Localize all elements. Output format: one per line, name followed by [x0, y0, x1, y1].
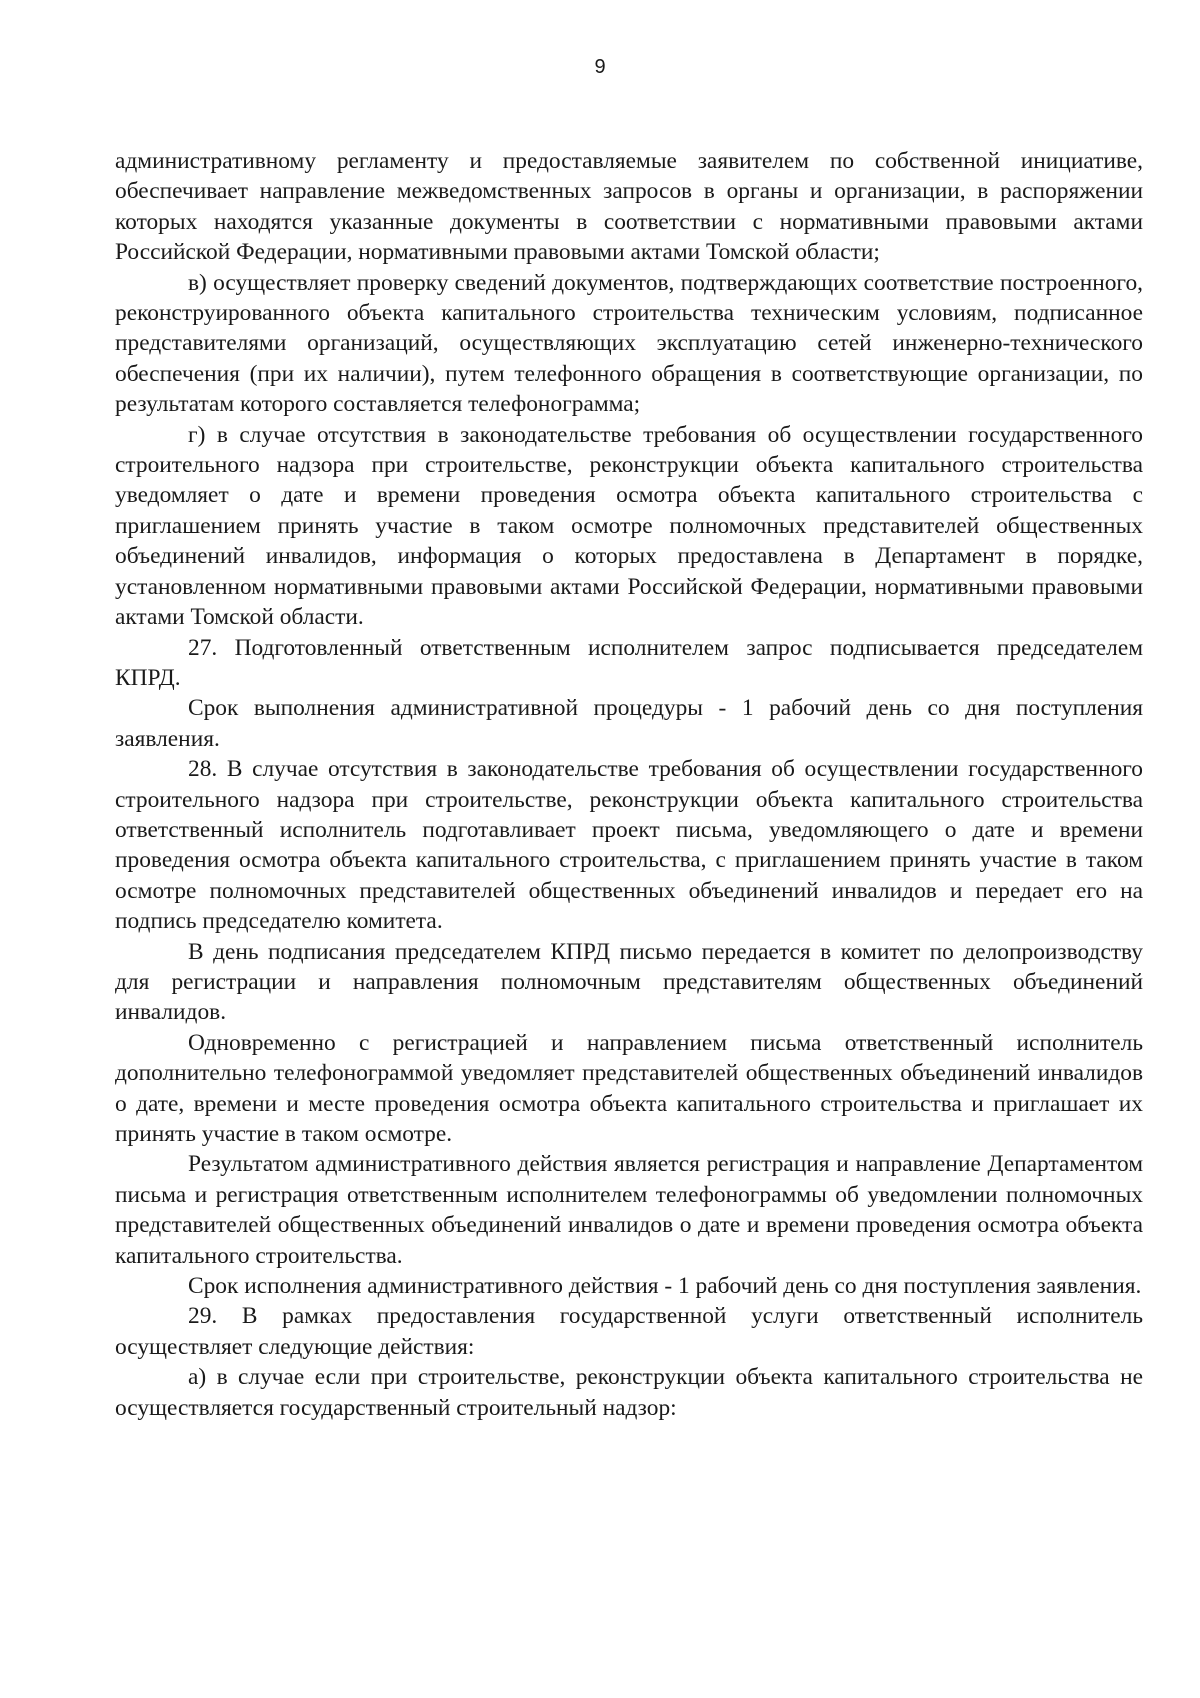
paragraph: административному регламенту и предоставляемые заявителем по собственной инициативе, обеспечивает направление межведомственных запросов в органы и организации, в распоряжении которых находятся указанные документы в соответствии с нормативными правовыми актами Российской Федерации, нормативными правовыми актами Томской области; [115, 148, 1143, 266]
paragraph-item-g: г) в случае отсутствия в законодательстве требования об осуществлении государственного строительного надзора при строительстве, реконструкции объекта капитального строительства уведомляет о дате и времени проведения осмотра объекта капитального строительства с приглашением принять участие в таком осмотре полномочных представителей общественных объединений инвалидов, информация о которых предоставлена в Департамент в порядке, установленном нормативными правовыми актами Российской Федерации, нормативными правовыми актами Томской области. [115, 421, 1143, 631]
paragraph-deadline: Срок выполнения административной процедуры - 1 рабочий день со дня поступления заявления. [115, 695, 1143, 752]
paragraph-result: Результатом административного действия является регистрация и направление Департаментом письма и регистрация ответственным исполнителем телефонограммы об уведомлении полномочных представителей общественных объединений инвалидов о дате и времени проведения осмотра объекта капитального строительства. [115, 1151, 1143, 1269]
paragraph-28: 28. В случае отсутствия в законодательстве требования об осуществлении государственного строительного надзора при строительстве, реконструкции объекта капитального строительства ответственный исполнитель подготавливает проект письма, уведомляющего о дате и времени проведения осмотра объекта капитального строительства, с приглашением принять участие в таком осмотре полномочных представителей общественных объединений инвалидов и передает его на подпись председателю комитета. [115, 756, 1143, 935]
paragraph-item-a: а) в случае если при строительстве, реконструкции объекта капитального строительства не осуществляется государственный строительный надзор: [115, 1364, 1143, 1421]
paragraph-29: 29. В рамках предоставления государственной услуги ответственный исполнитель осуществляет следующие действия: [115, 1303, 1143, 1360]
paragraph: В день подписания председателем КПРД письмо передается в комитет по делопроизводству для регистрации и направления полномочным представителям общественных объединений инвалидов. [115, 938, 1143, 1026]
paragraph-deadline: Срок исполнения административного действия - 1 рабочий день со дня поступления заявления. [188, 1273, 1142, 1300]
paragraph-27: 27. Подготовленный ответственным исполнителем запрос подписывается председателем КПРД. [115, 634, 1143, 691]
document-body [115, 146, 1143, 1423]
paragraph-item-v: в) осуществляет проверку сведений документов, подтверждающих соответствие построенного, реконструированного объекта капитального строительства техническим условиям, подписанное представителями организаций, осуществляющих эксплуатацию сетей инженерно-технического обеспечения (при их наличии), путем телефонного обращения в соответствующие организации, по результатам которого составляется телефонограмма; [115, 269, 1143, 418]
page-number: 9 [594, 56, 606, 78]
paragraph: Одновременно с регистрацией и направлением письма ответственный исполнитель дополнительно телефонограммой уведомляет представителей общественных объединений инвалидов о дате, времени и месте проведения осмотра объекта капитального строительства и приглашает их принять участие в таком осмотре. [115, 1029, 1143, 1147]
